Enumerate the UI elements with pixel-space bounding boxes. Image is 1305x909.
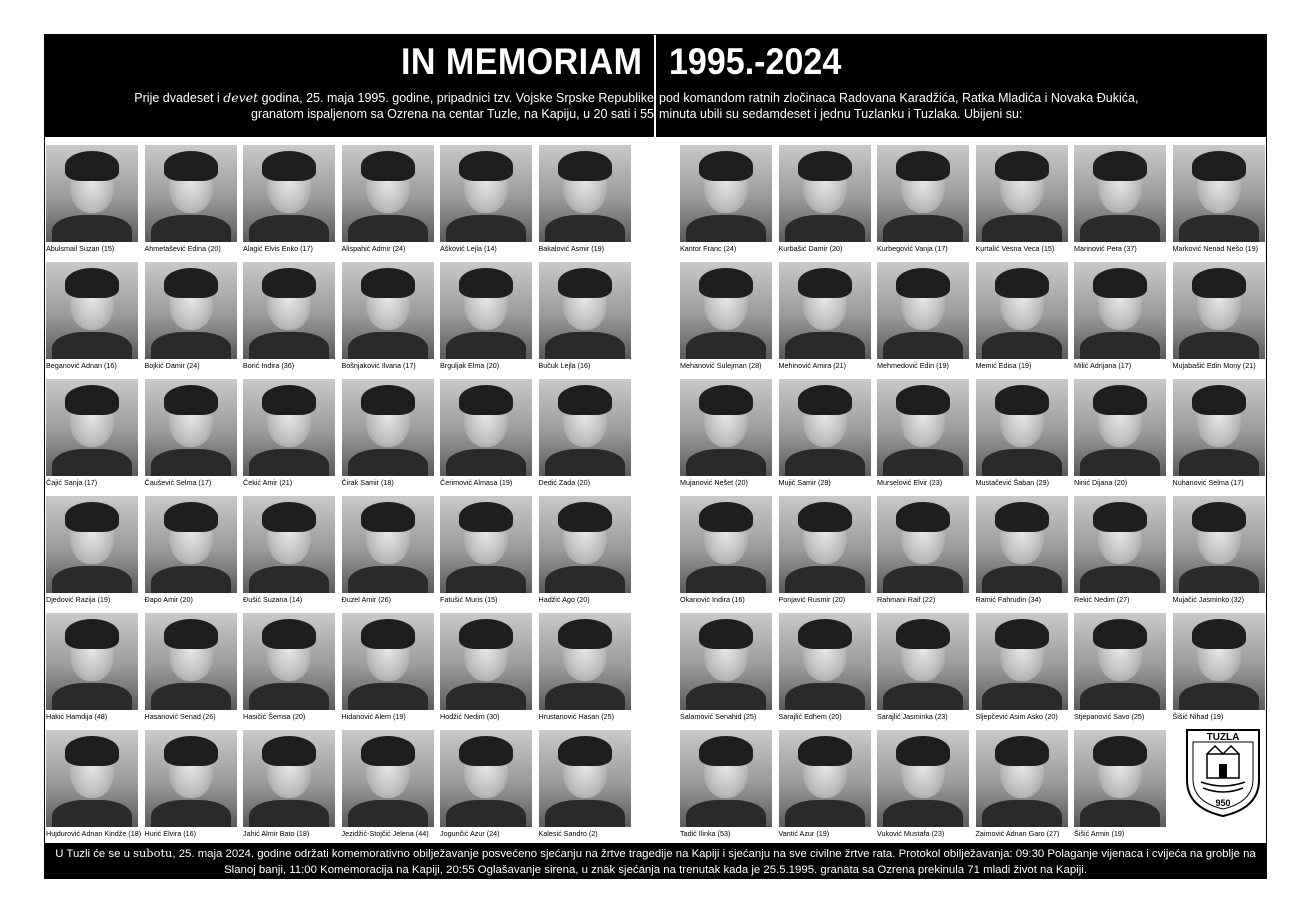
victim-photo xyxy=(145,496,237,593)
victim-name: Hakić Hamdija (48) xyxy=(46,712,108,721)
victim-name: Hasičić Šemsa (20) xyxy=(243,712,306,721)
victim-name: Šišić Armin (19) xyxy=(1074,829,1125,838)
victim-photo xyxy=(243,730,335,827)
victim-photo xyxy=(877,613,969,710)
victim-photo xyxy=(680,730,772,827)
victim-name: Kantor Franc (24) xyxy=(680,244,737,253)
victim-photo xyxy=(145,379,237,476)
footer-line1c: , 25. maja 2024. godine održati komemorativno obilježavanje posvećeno sjećanju na žrtve tragedije na Kapiji i sjećanju na sve civilne žrtve rata. Protokol obilježavanja: 09:30 Polaganje vijenaca i cvijeća na groblje na xyxy=(172,848,1256,860)
victim-name: Abulsmail Suzan (15) xyxy=(46,244,115,253)
victim-photo xyxy=(243,613,335,710)
victim-photo xyxy=(46,145,138,242)
victim-name: Bučuk Lejla (16) xyxy=(538,361,591,370)
victim-photo xyxy=(145,730,237,827)
victim-name: Bošnjaković Ilvana (17) xyxy=(341,361,416,370)
intro-right-2: minuta ubili su sedamdeset i jednu Tuzlanku i Tuzlaka. Ubijeni su: xyxy=(659,107,1023,121)
victim-photo xyxy=(342,730,434,827)
victim-name: Čerimović Almasa (19) xyxy=(440,478,513,487)
victim-name: Kurbegović Vanja (17) xyxy=(877,244,948,253)
victim-name: Mustačević Šaban (29) xyxy=(975,478,1050,487)
victim-name: Hodžić Nedim (30) xyxy=(440,712,500,721)
victim-photo xyxy=(877,262,969,359)
victim-name: Marković Nenad Nešo (19) xyxy=(1172,244,1258,253)
victim-name: Rahmani Raif (22) xyxy=(877,595,936,604)
victim-name: Vuković Mustafa (23) xyxy=(877,829,945,838)
victim-photo xyxy=(976,145,1068,242)
victim-photo xyxy=(877,145,969,242)
victim-photo xyxy=(680,379,772,476)
victim-name: Mujabašić Edin Mony (21) xyxy=(1172,361,1256,370)
memorial-poster xyxy=(44,34,1267,879)
victim-photo xyxy=(1173,496,1265,593)
victim-photo xyxy=(1074,262,1166,359)
victim-photo xyxy=(539,730,631,827)
victim-photo xyxy=(1074,730,1166,827)
victim-photo xyxy=(145,262,237,359)
victim-name: Mujanović Nešet (20) xyxy=(680,478,748,487)
victim-name: Mujić Samir (28) xyxy=(778,478,831,487)
victim-photo xyxy=(46,262,138,359)
victim-photo xyxy=(440,730,532,827)
victim-name: Alagić Elvis Enko (17) xyxy=(243,244,313,253)
victim-name: Sarajlić Jasminka (23) xyxy=(877,712,948,721)
victim-photo xyxy=(976,730,1068,827)
victim-name: Memić Edisa (19) xyxy=(975,361,1032,370)
victim-photo xyxy=(1074,613,1166,710)
victim-photo xyxy=(779,496,871,593)
intro-right xyxy=(659,90,1259,122)
victim-name: Čirak Samir (18) xyxy=(341,478,394,487)
victim-photo xyxy=(680,496,772,593)
footer-line1b: subotu xyxy=(133,846,173,860)
victim-name: Čekić Amir (21) xyxy=(243,478,293,487)
victim-photo xyxy=(243,262,335,359)
intro-right-1: pod komandom ratnih zločinaca Radovana Karadžića, Ratka Mladića i Novaka Đukića, xyxy=(659,91,1139,105)
victim-name: Kurtalić Vesna Veca (15) xyxy=(975,244,1055,253)
victim-name: Đuzel Amir (26) xyxy=(341,595,392,604)
victim-photo xyxy=(440,496,532,593)
victim-name: Milić Adrijana (17) xyxy=(1074,361,1132,370)
victim-photo xyxy=(145,613,237,710)
victim-name: Jogunčić Azur (24) xyxy=(440,829,500,838)
victim-photo xyxy=(440,613,532,710)
victim-name: Alispahić Admir (24) xyxy=(341,244,406,253)
victim-name: Borić Indira (36) xyxy=(243,361,295,370)
logo-digits: 950 xyxy=(1214,798,1231,808)
victim-name: Čaušević Selma (17) xyxy=(144,478,212,487)
victim-name: Hasanović Senad (26) xyxy=(144,712,216,721)
victim-photo xyxy=(46,730,138,827)
victim-name: Hidanović Alem (19) xyxy=(341,712,406,721)
victim-name: Mehinović Amira (21) xyxy=(778,361,847,370)
victim-name: Vantić Azur (19) xyxy=(778,829,830,838)
victim-photo xyxy=(539,262,631,359)
victim-name: Okanović Indira (16) xyxy=(680,595,745,604)
victim-name: Kurbašić Damir (20) xyxy=(778,244,843,253)
victim-name: Nuhanović Selma (17) xyxy=(1172,478,1244,487)
victim-photo xyxy=(46,496,138,593)
victim-name: Bojkić Damir (24) xyxy=(144,361,200,370)
victim-photo xyxy=(1074,145,1166,242)
victim-name: Zaimović Adnan Garo (27) xyxy=(975,829,1060,838)
victim-photo xyxy=(680,145,772,242)
poster-footer xyxy=(45,843,1266,878)
victim-name: Čajić Sanja (17) xyxy=(46,478,98,487)
intro-left-1c: godina, 25. maja 1995. godine, pripadnici tzv. Vojske Srpske Republike xyxy=(261,91,654,105)
victim-name: Mehanović Sulejman (28) xyxy=(680,361,762,370)
victim-photo xyxy=(779,262,871,359)
victim-photo xyxy=(243,496,335,593)
victim-photo xyxy=(145,145,237,242)
victim-photo xyxy=(342,262,434,359)
victim-name: Hurić Elvira (16) xyxy=(144,829,197,838)
victim-name: Beganović Adnan (16) xyxy=(46,361,117,370)
victim-name: Tadić Ilinka (53) xyxy=(680,829,731,838)
victim-name: Sarajlić Edhem (20) xyxy=(778,712,842,721)
victim-photo xyxy=(976,262,1068,359)
victim-name: Bakalović Asmir (19) xyxy=(538,244,605,253)
victim-name: Mujačić Jasminko (32) xyxy=(1172,595,1244,604)
intro-left-1b: devet xyxy=(223,90,259,105)
victim-photo xyxy=(877,379,969,476)
victim-photo xyxy=(342,379,434,476)
victim-name: Marinović Pera (37) xyxy=(1074,244,1137,253)
victim-name: Brguljak Elma (20) xyxy=(440,361,500,370)
victim-name: Rekić Nedim (27) xyxy=(1074,595,1130,604)
victim-photo xyxy=(1074,379,1166,476)
victim-name: Salamović Senahid (25) xyxy=(680,712,757,721)
victim-photo xyxy=(440,379,532,476)
victim-photo xyxy=(539,613,631,710)
poster-years: 1995.-2024 xyxy=(669,41,842,82)
footer-line2: Slanoj banji, 11:00 Komemoracija na Kapiji, 20:55 Oglašavanje sirena, u znak sjećanja na trenutak kada je 25.5.1995. granata sa Ozrena prekinula 71 mladi život na Kapiji. xyxy=(224,864,1087,876)
header-divider xyxy=(654,35,656,137)
victim-photo xyxy=(342,496,434,593)
victim-name: Ninić Dijana (20) xyxy=(1074,478,1128,487)
victim-photo xyxy=(976,496,1068,593)
victim-photo xyxy=(342,613,434,710)
victim-photo xyxy=(539,496,631,593)
victim-name: Jezidžić-Stojčić Jelena (44) xyxy=(341,829,429,838)
victim-photo xyxy=(46,379,138,476)
victim-name: Hrustanović Hasan (25) xyxy=(538,712,615,721)
victim-name: Ahmetašević Edina (20) xyxy=(144,244,221,253)
victim-name: Ramić Fahrudin (34) xyxy=(975,595,1042,604)
victim-photo xyxy=(1173,613,1265,710)
victim-photo xyxy=(680,613,772,710)
victim-name: Sljepčević Asim Asko (20) xyxy=(975,712,1058,721)
intro-left-1a: Prije dvadeset i xyxy=(134,91,220,105)
victim-name: Kalesić Sandro (2) xyxy=(538,829,598,838)
victim-photo xyxy=(539,379,631,476)
victim-name: Dedić Zada (20) xyxy=(538,478,591,487)
victim-photo xyxy=(243,379,335,476)
victim-name: Jahić Almir Bato (18) xyxy=(243,829,310,838)
victim-photo xyxy=(440,262,532,359)
victim-name: Đapo Amir (20) xyxy=(144,595,193,604)
victim-photo xyxy=(1074,496,1166,593)
victim-name: Hadžić Ago (20) xyxy=(538,595,590,604)
victim-photo xyxy=(440,145,532,242)
tuzla-coat-of-arms xyxy=(1181,724,1265,820)
victim-name: Ponjavić Rusmir (20) xyxy=(778,595,846,604)
victim-name: Stjepanović Savo (25) xyxy=(1074,712,1145,721)
victim-photo xyxy=(976,379,1068,476)
victim-photo xyxy=(1173,145,1265,242)
victim-photo xyxy=(243,145,335,242)
poster-title: IN MEMORIAM xyxy=(401,41,643,82)
victim-photo xyxy=(46,613,138,710)
victim-photo xyxy=(877,496,969,593)
victim-name: Mehmedović Edin (19) xyxy=(877,361,949,370)
victim-name: Djedović Razija (19) xyxy=(46,595,111,604)
victim-name: Đušić Suzana (14) xyxy=(243,595,303,604)
victim-photo xyxy=(779,145,871,242)
victim-photo xyxy=(779,730,871,827)
victim-photo xyxy=(1173,262,1265,359)
victim-photo xyxy=(342,145,434,242)
poster-header xyxy=(45,35,1266,137)
victim-photo xyxy=(976,613,1068,710)
footer-line1a: U Tuzli će se u xyxy=(55,848,130,860)
victim-photo xyxy=(877,730,969,827)
victim-photo xyxy=(539,145,631,242)
victim-name: Fatušić Muris (15) xyxy=(440,595,498,604)
victim-photo xyxy=(779,613,871,710)
logo-city: TUZLA xyxy=(1206,732,1239,743)
victim-photo xyxy=(680,262,772,359)
victim-name: Hujdurović Adnan Kindže (18) xyxy=(46,829,142,838)
intro-left-2: granatom ispaljenom sa Ozrena na centar Tuzle, na Kapiju, u 20 sati i 55 xyxy=(250,107,654,121)
victim-name: Šišić Nihad (19) xyxy=(1172,712,1224,721)
victim-name: Ašković Lejla (14) xyxy=(440,244,497,253)
victim-name: Murselović Elvir (23) xyxy=(877,478,943,487)
victim-photo xyxy=(779,379,871,476)
intro-left xyxy=(65,90,654,122)
victim-photo xyxy=(1173,379,1265,476)
